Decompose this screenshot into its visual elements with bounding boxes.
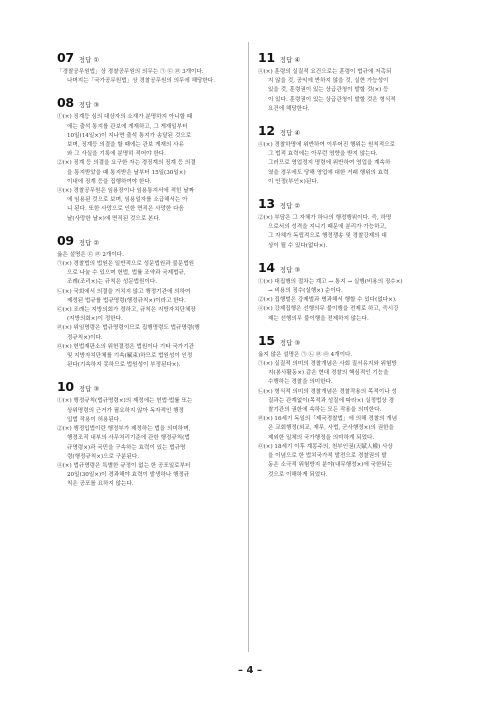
answer-label: 정답 ① xyxy=(78,56,100,64)
answer-label: 정답 ④ xyxy=(279,56,301,64)
explanation-line: 이내에 징계 등을 집행하여야 한다. xyxy=(67,178,152,185)
explanation-line: ①(×) 징계등 심의 대상자의 소재가 분명하지 아니할 때 xyxy=(57,114,193,121)
explanation-line: 니 된다. 또한 사망으로 인한 면직은 사망한 다음 xyxy=(67,206,184,213)
explanation-line: 였을 경우에도 당해 영업에 대한 거래 행위의 효력 xyxy=(268,169,389,176)
explanation-line: ②(×) 집행벌은 강제벌과 병과해서 행할 수 있다(없다×). xyxy=(258,297,397,304)
left-column xyxy=(57,50,257,499)
explanation-line: 은 교회행정(외교, 재무, 사법, 군사행정×)의 권한을 xyxy=(268,425,394,432)
explanation-line: ④(×) 강제집행은 선행의무 불이행을 전제로 하고, 즉시강 xyxy=(258,306,399,313)
answer-label: 정답 ③ xyxy=(279,338,301,347)
answer-label: 정답 ④ xyxy=(279,129,301,138)
explanation-line: 제정된 법규를 법규명령(행정규칙×)이라고 한다. xyxy=(67,297,186,304)
question-header xyxy=(57,95,257,110)
explanation-line: → 비용의 징수(실행×) 순이다. xyxy=(268,288,343,295)
explanation-line: (지방의회×)이 정한다. xyxy=(67,316,123,323)
explanation-line: ㉣(×) 위임명령은 법규명령이므로 집행명령도 법규명령(행 xyxy=(57,325,200,332)
explanation-line: 그러므로 영업정지 명령에 위반하여 영업을 계속하 xyxy=(268,160,391,167)
explanation-line: ㉠(×) 실질적 의미의 경찰개념은 사회 질서유지와 위험방 xyxy=(258,361,397,368)
question-12 xyxy=(258,123,458,187)
explanation-line: ㉠(×) 경찰법의 법원은 일반적으로 성문법원과 불문법원 xyxy=(57,261,195,268)
explanation-line: 그 자체가 독립적으로 행정쟁송 및 경찰강제의 대 xyxy=(268,233,387,240)
explanation-line: 10일(14일×)이 지나면 출석 통지가 송달된 것으로 xyxy=(67,132,192,139)
explanation-line: 지 않을 것, 공익에 반하지 않을 것, 실현 가능성이 xyxy=(268,78,389,85)
explanation-line: ㉡(×) 형식적 의미의 경찰개념은 경찰작용의 목적이나 성 xyxy=(258,388,397,395)
explanation-line: 및 지방자치단체를 기속(羈束)하므로 법원성이 인정 xyxy=(67,353,193,360)
explanation-line: ㉢(×) 조례는 지방의회가 정하고, 규칙은 지방자치단체장 xyxy=(57,307,196,314)
explanation-line: 그 법적 효력에는 아무런 영향을 받지 않는다. xyxy=(268,151,378,158)
explanation-line: 와 그 사실을 기록에 분명히 적어야 한다. xyxy=(67,151,166,158)
question-13 xyxy=(258,196,458,251)
question-header xyxy=(57,379,257,394)
explanation-line: 요건에 해당한다. xyxy=(268,105,310,112)
explanation-line: ①(×) 대집행의 절차는 계고 → 통지 → 실행(비용의 징수×) xyxy=(258,278,403,285)
explanation-line: 된다(기속하지 못하므로 법원성이 부정된다×). xyxy=(67,362,181,369)
question-number: 13 xyxy=(258,196,275,212)
explanation-line: 있을 것, 훈령권이 있는 상급관청이 발할 것(×) 등 xyxy=(268,87,389,94)
explanation-line: ㉤(×) 18세기 이후 계몽주의, 천부인권(天賦人權) 사상 xyxy=(258,443,393,450)
explanation-line: 에는 출석 통지를 관보에 게재하고, 그 게재일부터 xyxy=(67,123,188,130)
explanation-line: ㉤(×) 헌법재판소의 위헌결정은 법원이나 기타 국가기관 xyxy=(57,343,195,350)
explanation-line: ④(×) 경찰공무원은 임용장이나 임용통지서에 적힌 날짜 xyxy=(57,188,195,195)
explanation-line: 규명령×)과 국민을 구속하는 효력이 있는 법규명 xyxy=(67,444,186,451)
explanation-line: ㉡(×) 국회에서 의결을 거치지 않고 행정기관에 의하여 xyxy=(57,288,191,295)
explanation-line: 이 있다. 훈령권이 있는 상급관청이 발할 것은 형식적 xyxy=(268,96,396,103)
explanation-line: 「경찰공무원법」상 경찰공무원의 의무는 ㉠ ㉢ ㉣ 3개이다. xyxy=(57,69,204,75)
explanation-line: 행정조직 내부의 사무처리기준에 관한 행정규칙(법 xyxy=(67,435,190,442)
explanation-line: 령(행정규칙×)으로 구분된다. xyxy=(67,453,140,460)
explanation-line: ②(×) 징계 등 의결을 요구한 자는 경징계의 징계 등 의결 xyxy=(57,160,196,167)
question-number: 07 xyxy=(57,50,74,65)
question-11 xyxy=(258,50,458,114)
explanation-line: ㉣(×) 16세기 독일의「제국경찰법」에 의해 경찰의 개념 xyxy=(258,416,398,423)
explanation-line: 제외한 일체의 국가행정을 의미하게 되었다. xyxy=(268,434,375,441)
explanation-line: 을 이념으로 한 법치국가적 발전으로 경찰권의 발 xyxy=(268,453,387,460)
explanation-line: 것으로 이해하게 되었다. xyxy=(268,471,328,478)
question-header xyxy=(258,260,458,275)
page-number: – 4 – xyxy=(238,665,262,676)
explanation-line: 입법 작용이 허용된다. xyxy=(67,416,121,423)
question-14 xyxy=(258,260,458,324)
explanation-line: 제는 선행의무 불이행을 전제하지 않는다. xyxy=(268,315,369,322)
explanation-line: ④(×) 훈령의 실질적 요건으로는 훈령이 법규에 저촉되 xyxy=(258,69,392,75)
explanation-line: 날(사망한 날×)에 면직된 것으로 본다. xyxy=(67,215,161,222)
explanation-line: 으로 나눌 수 있으며 헌법, 법률 조약과 국제법규, xyxy=(67,270,186,277)
question-number: 12 xyxy=(258,123,275,139)
explanation-line: 에 임용된 것으로 보며, 임용일자를 소급해서는 아 xyxy=(67,197,188,204)
explanation-line: ②(×) 부담은 그 자체가 하나의 행정행위이다. 즉, 하명 xyxy=(258,215,392,222)
explanation-line: 찰기관의 권한에 속하는 모든 작용을 의미한다. xyxy=(268,407,382,414)
answer-label: 정답 ③ xyxy=(78,101,100,110)
answer-label: 정답 ③ xyxy=(279,265,301,274)
explanation-line: 옳은 설명은 ㉢ ㉣ 2개이다. xyxy=(57,251,124,258)
explanation-line: 나머지는「국가공무원법」상 경찰공무원의 의무에 해당한다. xyxy=(67,78,215,85)
explanation-line: 보며, 징계등 의결을 할 때에는 관보 게재의 사유 xyxy=(67,142,184,149)
explanation-line: 수행하는 경찰을 의미한다. xyxy=(268,379,333,386)
answer-label: 정답 ② xyxy=(78,238,100,247)
question-number: 15 xyxy=(258,332,275,348)
explanation-line: 이 인정(부인×)된다. xyxy=(268,178,319,185)
question-08 xyxy=(57,95,257,223)
explanation-line: 정규칙×)이다. xyxy=(67,334,103,341)
question-15 xyxy=(258,333,458,480)
explanation-line: 동은 소극적 위험방지 분야(내무행정×)에 국한되는 xyxy=(268,462,393,469)
explanation-line: 지(봉사활동×) 같은 현대 경찰의 핵심적인 기능을 xyxy=(268,370,389,377)
answer-label: 정답 ③ xyxy=(78,385,100,394)
explanation-line: 질과는 관계없이(목적과 성질에 따라×) 실정법상 경 xyxy=(268,397,395,404)
question-header xyxy=(57,233,257,248)
explanation-line: 칙은 공포를 요하지 않는다. xyxy=(67,481,134,488)
explanation-line: ④(×) 경찰하명에 위반하여 이루어진 행위는 원칙적으로 xyxy=(258,142,396,149)
explanation-line: ②(×) 행정입법이란 행정부가 제정하는 법을 의미하며, xyxy=(57,426,191,433)
right-column xyxy=(258,50,458,489)
question-header xyxy=(258,196,458,211)
question-10 xyxy=(57,379,257,489)
explanation-line: ①(×) 행정규칙(법규명령×)의 제정에는 헌법·법률 또는 xyxy=(57,398,193,405)
explanation-line: 을 통지받았을 때 통지받은 날부터 15일(30일×) xyxy=(67,169,186,176)
question-header xyxy=(258,123,458,138)
explanation-line: 상이 될 수 있다(없다×). xyxy=(268,242,328,249)
question-number: 11 xyxy=(258,50,275,65)
question-09 xyxy=(57,233,257,371)
explanation-line: 옳지 않은 설명은 ㉠ ㉡ ㉣ ㉤ 4개이다. xyxy=(258,351,353,358)
explanation-line: 상위명령의 근거가 필요하지 않아 독자적인 행정 xyxy=(67,407,184,414)
question-07 xyxy=(57,50,257,86)
explanation-line: 으로서의 성격을 지니기 때문에 분리가 가능하고, xyxy=(268,224,387,231)
explanation-line: 20일(30일×)이 경과해야 효력이 발생하나 행정규 xyxy=(67,472,190,479)
question-number: 14 xyxy=(258,259,275,275)
explanation-line: 조례(조리×)는 규칙은 성문법원이다. xyxy=(67,279,158,286)
question-number: 09 xyxy=(57,232,74,248)
explanation-line: ④(×) 법규명령은 특별한 규정이 없는 한 공포일로부터 xyxy=(57,462,191,469)
question-number: 10 xyxy=(57,379,74,395)
answer-label: 정답 ② xyxy=(279,202,301,211)
question-header xyxy=(57,50,257,65)
question-header xyxy=(258,333,458,348)
question-number: 08 xyxy=(57,95,74,111)
question-header xyxy=(258,50,458,65)
